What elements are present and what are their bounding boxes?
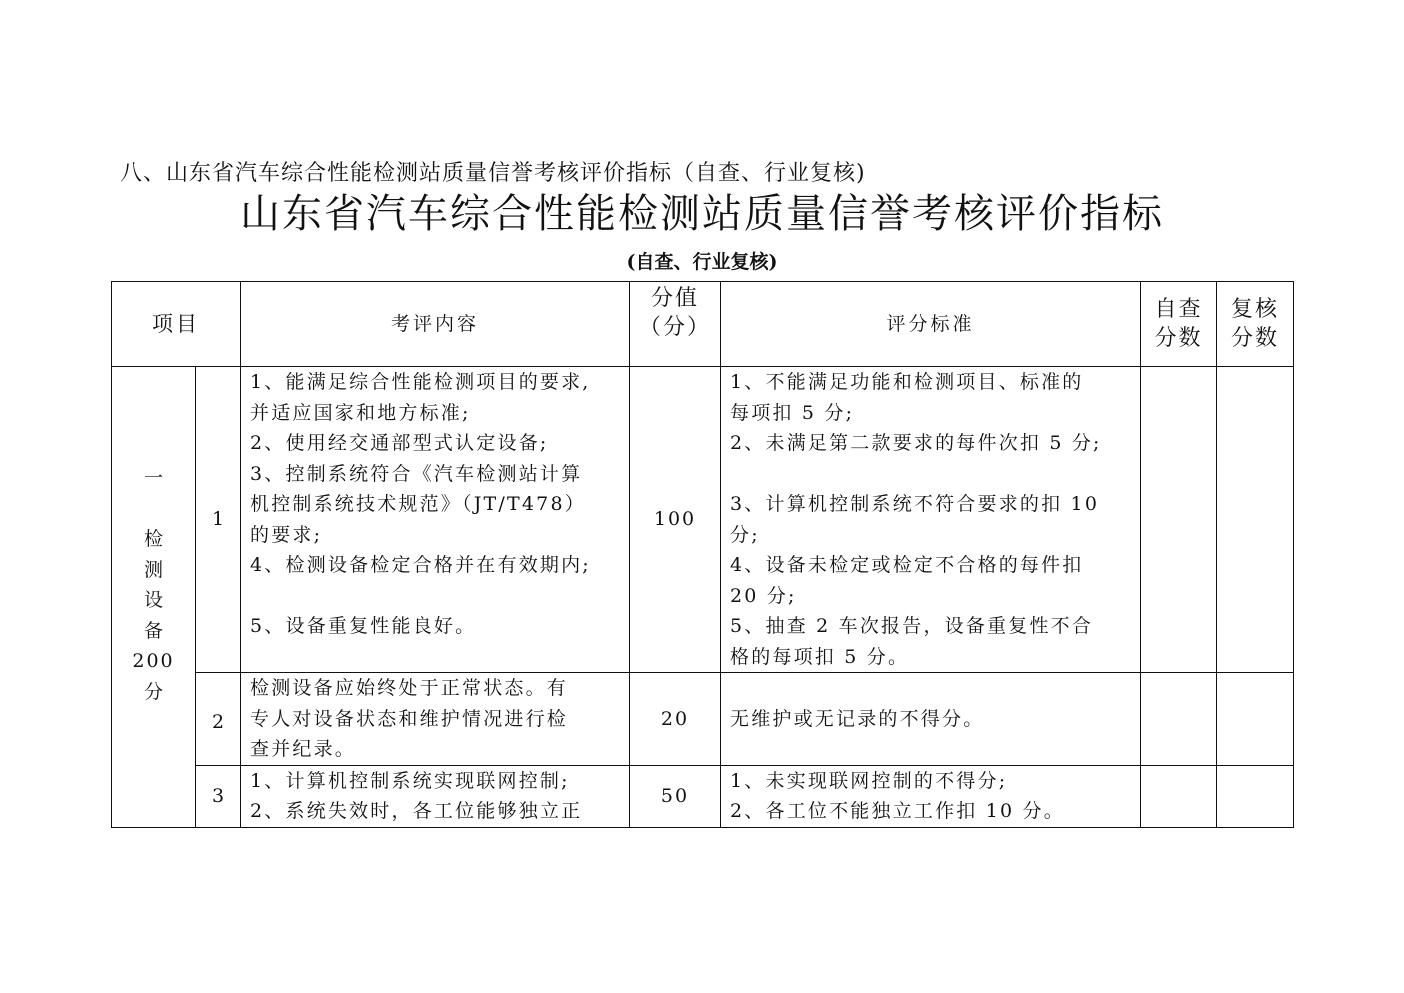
score-value: 100	[630, 367, 721, 673]
header-review	[1217, 282, 1294, 367]
self-check-score-input[interactable]	[1141, 765, 1217, 827]
content-line: 5、设备重复性能良好。	[250, 615, 477, 637]
criteria-line	[730, 459, 1134, 490]
criteria-line: 每项扣 5 分;	[730, 401, 855, 424]
table-row	[112, 367, 1294, 673]
content-line: 3、控制系统符合《汽车检测站计算	[250, 462, 583, 485]
criteria-line: 5、抽查 2 车次报告，设备重复性不合	[730, 615, 1094, 637]
content-line: 机控制系统技术规范》（JT/T478）	[250, 493, 586, 515]
criteria-line: 分;	[730, 523, 760, 546]
criteria-line: 无维护或无记录的不得分。	[730, 707, 985, 730]
criteria-line: 格的每项扣 5 分。	[730, 645, 910, 668]
section-heading: 八、山东省汽车综合性能检测站质量信誉考核评价指标（自查、行业复核)	[120, 161, 866, 186]
category-line: 一	[143, 467, 163, 489]
criteria-line: 1、不能满足功能和检测项目、标准的	[730, 371, 1084, 393]
score-value: 50	[630, 765, 721, 827]
header-item: 项目	[112, 282, 241, 367]
page-subtitle: (自查、行业复核)	[626, 251, 778, 273]
score-value: 20	[630, 673, 721, 766]
content-line: 4、检测设备检定合格并在有效期内;	[250, 554, 591, 576]
criteria-line: 4、设备未检定或检定不合格的每件扣	[730, 554, 1084, 576]
self-check-score-input[interactable]	[1141, 673, 1217, 766]
row-number: 2	[196, 673, 241, 766]
table-header-row	[112, 282, 1294, 367]
header-self-check	[1141, 282, 1217, 367]
content-cell	[241, 765, 630, 827]
content-line: 2、系统失效时，各工位能够独立正	[250, 800, 583, 822]
header-review-line2: 分数	[1230, 326, 1279, 351]
criteria-cell	[721, 367, 1141, 673]
review-score-input[interactable]	[1217, 673, 1294, 766]
category-line: 检	[143, 528, 163, 550]
category-line: 设	[143, 589, 163, 611]
row-number: 1	[196, 367, 241, 673]
page-title: 山东省汽车综合性能检测站质量信誉考核评价指标	[240, 191, 1164, 237]
criteria-line: 20 分;	[730, 584, 797, 607]
header-self-check-line2: 分数	[1154, 326, 1203, 351]
header-content: 考评内容	[241, 282, 630, 367]
header-score-line2: （分）	[638, 315, 711, 340]
content-cell	[241, 367, 630, 673]
content-line: 的要求;	[250, 523, 323, 546]
header-score-line1: 分值	[650, 286, 699, 311]
row-number: 3	[196, 765, 241, 827]
table-row	[112, 765, 1294, 827]
content-line: 1、能满足综合性能检测项目的要求,	[250, 371, 591, 393]
spacer	[250, 642, 623, 673]
header-criteria: 评分标准	[721, 282, 1141, 367]
content-line: 并适应国家和地方标准;	[250, 401, 471, 424]
self-check-score-input[interactable]	[1141, 367, 1217, 673]
review-score-input[interactable]	[1217, 367, 1294, 673]
content-line: 查并纪录。	[250, 738, 357, 760]
criteria-line: 1、未实现联网控制的不得分;	[730, 769, 1008, 792]
header-self-check-line1: 自查	[1154, 297, 1203, 322]
category-line	[112, 494, 195, 525]
criteria-line: 3、计算机控制系统不符合要求的扣 10	[730, 493, 1100, 515]
category-line: 测	[143, 558, 163, 581]
category-line: 分	[143, 680, 163, 703]
content-line: 1、计算机控制系统实现联网控制;	[250, 769, 570, 792]
criteria-cell	[721, 765, 1141, 827]
content-cell	[241, 673, 630, 766]
header-score	[630, 282, 721, 367]
content-line	[250, 581, 623, 612]
header-review-line1: 复核	[1230, 297, 1279, 322]
category-line: 备	[143, 619, 163, 642]
content-line: 专人对设备状态和维护情况进行检	[250, 707, 569, 730]
review-score-input[interactable]	[1217, 765, 1294, 827]
category-cell	[112, 367, 196, 828]
criteria-cell	[721, 673, 1141, 766]
content-line: 2、使用经交通部型式认定设备;	[250, 432, 549, 454]
criteria-line: 2、未满足第二款要求的每件次扣 5 分;	[730, 432, 1102, 454]
content-line: 检测设备应始终处于正常状态。有	[250, 677, 569, 699]
evaluation-table	[111, 281, 1294, 828]
table-row	[112, 673, 1294, 766]
criteria-line: 2、各工位不能独立工作扣 10 分。	[730, 800, 1065, 822]
category-line: 200	[132, 650, 175, 672]
